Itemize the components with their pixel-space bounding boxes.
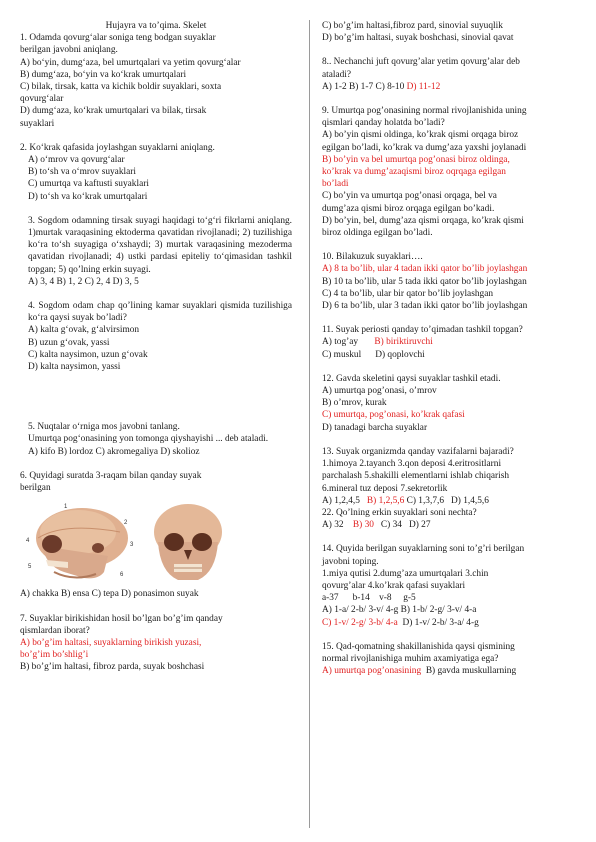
skull-side-image <box>24 502 139 584</box>
figure-number: 3 <box>130 542 134 549</box>
q9-option: D) bo’yin, bel, dumg’aza qismi orqaga, ko’krak qismi <box>322 215 524 226</box>
q11-correct-option: B) biriktiruvchi <box>374 337 433 348</box>
q8-text: 8.. Nechanchi juft qovurg’alar yetim qovurg’alar deb <box>322 57 520 68</box>
q15-options <box>322 665 570 677</box>
q9-option: C) bo’yin va umurtqa pog’onasi orqaga, bel va <box>322 191 497 202</box>
q14-text: javobni toping. <box>322 556 379 567</box>
column-divider <box>309 20 310 828</box>
q10-option: C) 4 ta bo’lib, ular bir qator bo’lib joylashgan <box>322 288 494 299</box>
q12-text: 12. Gavda skeletini qaysi suyaklar tashkil etadi. <box>322 373 501 384</box>
q7-text: qismlardan iborat? <box>20 625 90 636</box>
q6-text: berilgan <box>20 483 51 494</box>
q1-option: suyaklari <box>20 118 55 129</box>
q1-option: D) dumg‘aza, ko‘krak umurtqalari va bilak, tirsak <box>20 106 207 117</box>
q14-text: 1.miya qutisi 2.dumg’aza umurtqalari 3.chin <box>322 568 489 579</box>
figure-number: 4 <box>26 538 30 545</box>
q1-option: C) bilak, tirsak, katta va kichik boldir suyaklari, soxta <box>20 82 222 93</box>
q8-options <box>322 81 570 93</box>
q4-text: 4. Sogdom odam chap qo’lining kamar suyaklari qismida tuzilishiga ko‘ra qaysi suyak bo’ladi? <box>28 301 292 324</box>
q7-option: D) bo’g’im haltasi, suyak boshchasi, sinovial qavat <box>322 33 514 44</box>
q6-options: A) chakka B) ensa C) tepa D) ponasimon suyak <box>20 589 199 600</box>
q14-correct-option: C) 1-v/ 2-g/ 3-b/ 4-a <box>322 617 398 628</box>
q11-options <box>322 336 570 348</box>
q8-correct-option: D) 11-12 <box>406 81 441 92</box>
q1-option: B) dumg‘aza, bo‘yin va ko‘krak umurtqalari <box>20 69 187 80</box>
q9-text: 9. Umurtqa pog’onasining normal rivojlanishida uning <box>322 106 527 117</box>
q10-text: 10. Bilakuzuk suyaklari…. <box>322 252 423 263</box>
q12-option: A) umurtqa pog’onasi, o’mrov <box>322 386 437 397</box>
q9-correct-option: B) bo’yin va bel umurtqa pog’onasi biroz oldinga, <box>322 154 510 165</box>
q11-option: A) tog’ay <box>322 337 375 348</box>
q10-option: B) 10 ta bo’lib, ular 5 tada ikki qator bo’lib joylashgan <box>322 276 527 287</box>
q9-option: A) bo’yin qismi oldinga, ko’krak qismi orqaga biroz <box>322 130 519 141</box>
q2-option: B) to‘sh va o‘mrov suyaklari <box>28 167 136 178</box>
right-column <box>322 20 570 677</box>
q14-option: D) 1-v/ 2-b/ 3-a/ 4-g <box>397 617 479 628</box>
q5-text: Umurtqa pog‘onasining yon tomonga qiyshayishi ... deb ataladi. <box>28 434 269 445</box>
q15-text: normal rivojlanishiga muhim axamiyatiga ega? <box>322 653 499 664</box>
q9-correct-option: bo’ladi <box>322 179 349 190</box>
q4-option: C) kalta naysimon, uzun g‘ovak <box>28 349 148 360</box>
q7-correct-option: bo’g’im bo’shlig’i <box>20 650 89 661</box>
q13-options <box>322 495 570 507</box>
q1-option: qovurg‘alar <box>20 94 64 105</box>
q5-options: A) kifo B) lordoz C) akromegaliya D) skolioz <box>28 446 200 457</box>
q11-text: 11. Suyak periosti qanday to’qimadan tashkil topgan? <box>322 325 523 336</box>
q15-option: B) gavda muskullarning <box>421 666 517 677</box>
q22-option: C) 34 D) 27 <box>373 520 431 531</box>
q4-option: B) uzun g‘ovak, yassi <box>28 337 110 348</box>
q12-option: D) tanadagi barcha suyaklar <box>322 422 428 433</box>
q13-text: parchalash 5.shakilli elementlarni ishlab chiqarish <box>322 471 510 482</box>
q5-text: 5. Nuqtalar o‘rniga mos javobni tanlang. <box>28 422 180 433</box>
skull-front-image <box>148 502 228 584</box>
q6-text: 6. Quyidagi suratda 3-raqam bilan qanday suyak <box>20 470 202 481</box>
page-title: Hujayra va to’qima. Skelet <box>105 21 207 31</box>
q12-correct-option: C) umurtqa, pog’onasi, ko’krak qafasi <box>322 410 465 421</box>
q10-correct-option: A) 8 ta bo’lib, ular 4 tadan ikki qator bo’lib joylashgan <box>322 264 528 275</box>
q1-line: 1. Odamda qovurg‘alar soniga teng bodgan suyaklar <box>20 33 216 44</box>
q15-text: 15. Qad-qomatning shakillanishida qaysi qismining <box>322 641 515 652</box>
q9-text: qismlari qanday holatda bo’ladi? <box>322 118 445 129</box>
q13-text: 1.himoya 2.tayanch 3.qon deposi 4.eritrositlarni <box>322 459 502 470</box>
skull-figure <box>20 502 292 584</box>
figure-number: 2 <box>124 520 128 527</box>
q14-option: A) 1-a/ 2-b/ 3-v/ 4-g B) 1-b/ 2-g/ 3-v/ 4-a <box>322 605 477 616</box>
q2-option: D) to‘sh va ko‘krak umurtqalari <box>28 191 148 202</box>
q15-correct-option: A) umurtqa pog’onasining <box>322 666 422 677</box>
q14-text: 14. Quyida berilgan suyaklarning soni to’g’ri berilgan <box>322 544 525 555</box>
q22-text: 22. Qo’lning erkin suyaklari soni nechta? <box>322 507 477 518</box>
q9-option: biroz oldinga egilgan bo’ladi. <box>322 228 433 239</box>
q9-correct-option: ko’krak va dumg’azaqismi biroz oqrqaga egilgan <box>322 167 506 178</box>
q8-option: A) 1-2 B) 1-7 C) 8-10 <box>322 81 407 92</box>
q22-options <box>322 519 570 531</box>
q3-text: 3. Sogdom odamning tirsak suyagi haqidagi to‘g‘ri fikrlarni aniqlang. 1)murtak varaqasining ektoderma qavatidan rivojlanadi; 2) tuzilishiga ko‘ra to‘sh suyagiga o‘xshaydi; 3) murtak varaqasining mezoderma qavatidan rivojlanadi; 4) ustki pardasi epiteliy to‘qimasidan tashkil topgan; 5) qo’lning erkin suyagi. <box>28 215 292 275</box>
q2-text: 2. Ko‘krak qafasida joylashgan suyaklarni aniqlang. <box>20 142 215 153</box>
q13-option: A) 1,2,4,5 <box>322 495 367 506</box>
q1-line: berilgan javobni aniqlang. <box>20 45 118 56</box>
q12-option: B) o’mrov, kurak <box>322 398 387 409</box>
q7-correct-option: A) bo’g’im haltasi, suyaklarning birikish yuzasi, <box>20 637 202 648</box>
q10-option: D) 6 ta bo’lib, ular 3 tadan ikki qator bo’lib joylashgan <box>322 301 528 312</box>
q11-option: C) muskul D) qoplovchi <box>322 349 425 360</box>
q7-option: C) bo’g’im haltasi,fibroz pard, sinovial suyuqlik <box>322 21 503 31</box>
q14-options <box>322 617 570 629</box>
left-column <box>20 20 292 674</box>
q14-text: qovurg’alar 4.ko’krak qafasi suyaklari <box>322 580 466 591</box>
q13-text: 6.mineral tuz deposi 7.sekretorlik <box>322 483 448 494</box>
q7-text: 7. Suyaklar birikishidan hosil bo’lgan bo’g’im qanday <box>20 613 223 624</box>
figure-number: 6 <box>120 572 124 579</box>
q13-correct-option: B) 1,2,5,6 <box>366 495 405 506</box>
q4-option: D) kalta naysimon, yassi <box>28 362 121 373</box>
q13-text: 13. Suyak organizmda qanday vazifalarni bajaradi? <box>322 446 514 457</box>
q22-correct-option: B) 30 <box>352 520 374 531</box>
q22-option: A) 32 <box>322 520 353 531</box>
q14-text: a-37 b-14 v-8 g-5 <box>322 593 416 604</box>
q13-option: C) 1,3,7,6 D) 1,4,5,6 <box>404 495 489 506</box>
q8-text: ataladi? <box>322 69 352 80</box>
q9-option: egilgan bo’ladi, ko’krak va dumg’aza yaxshi joylanadi <box>322 142 527 153</box>
q1-option: A) bo‘yin, dumg‘aza, bel umurtqalari va yetim qovurg‘alar <box>20 57 241 68</box>
figure-number: 1 <box>64 504 68 511</box>
figure-number: 5 <box>28 564 32 571</box>
q7-option: B) bo’g’im haltasi, fibroz parda, suyak boshchasi <box>20 662 205 673</box>
q2-option: C) umurtqa va kaftusti suyaklari <box>28 179 149 190</box>
q2-option: A) o‘mrov va qovurg‘alar <box>28 155 125 166</box>
q3-options: A) 3, 4 B) 1, 2 C) 2, 4 D) 3, 5 <box>28 276 139 287</box>
q4-option: A) kalta g‘ovak, g‘alvirsimon <box>28 325 140 336</box>
q9-option: dumg’aza qismi biroz orqaga egilgan bo’kadi. <box>322 203 495 214</box>
